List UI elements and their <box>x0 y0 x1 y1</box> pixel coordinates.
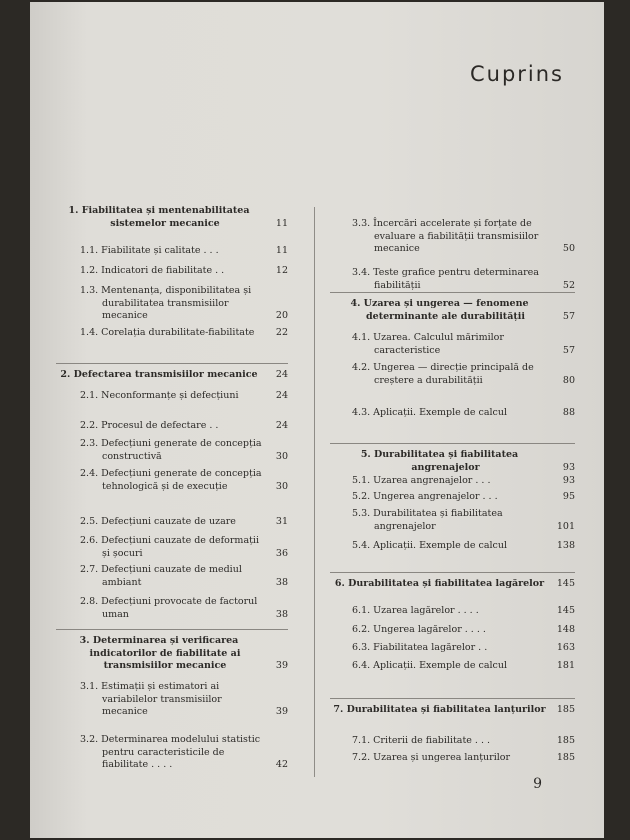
toc-section-entry <box>352 735 575 748</box>
toc-entry-text: 4. Uzarea și ungerea — fenomene determinante ale durabilității <box>350 298 529 322</box>
toc-entry-text: 4.3. Aplicații. Exemple de calcul <box>352 407 507 418</box>
toc-page-number: 38 <box>275 576 288 588</box>
toc-page-number: 181 <box>556 660 575 671</box>
toc-entry-text: 5.3. Durabilitatea și fiabilitatea angrenajelor <box>352 508 503 532</box>
column-divider <box>314 207 315 777</box>
toc-chapter-entry <box>330 298 575 323</box>
toc-page-number: 42 <box>275 759 288 770</box>
toc-page-number: 185 <box>556 752 575 763</box>
toc-page-number: 145 <box>556 578 575 589</box>
toc-page-number: 24 <box>275 420 288 431</box>
toc-entry-text: 6.2. Ungerea lagărelor . . . . <box>352 624 486 635</box>
book-page <box>30 2 604 838</box>
page-number: 9 <box>533 776 542 792</box>
toc-entry-text: 7. Durabilitatea și fiabilitatea lanțurilor <box>333 704 546 715</box>
section-separator <box>330 698 575 699</box>
toc-entry-text: 7.1. Criterii de fiabilitate . . . <box>352 735 491 746</box>
toc-page-number: 101 <box>556 520 575 532</box>
toc-entry-text: 4.1. Uzarea. Calculul mărimilor caracteristice <box>352 332 504 356</box>
toc-chapter-entry <box>56 635 288 673</box>
toc-entry-text: 2.3. Defecțiuni generate de concepția constructivă <box>80 438 262 462</box>
toc-section-entry <box>352 508 575 533</box>
toc-page-number: 52 <box>562 279 575 291</box>
toc-page-number: 30 <box>275 450 288 462</box>
toc-page-number: 88 <box>562 407 575 418</box>
toc-page-number: 39 <box>275 660 288 671</box>
toc-entry-text: 5. Durabilitatea și fiabilitatea angrenajelor <box>360 449 519 473</box>
toc-entry-text: 4.2. Ungerea — direcție principală de creștere a durabilității <box>352 362 534 386</box>
toc-page-number: 36 <box>275 547 288 559</box>
page-title: Cuprins <box>469 62 564 86</box>
toc-entry-text: 5.2. Ungerea angrenajelor . . . <box>352 491 498 502</box>
toc-entry-text: 2.7. Defecțiuni cauzate de mediul ambiant <box>80 564 242 588</box>
toc-page-number: 50 <box>562 243 575 254</box>
toc-page-number: 24 <box>275 390 288 401</box>
toc-section-entry <box>80 516 288 529</box>
toc-section-entry <box>80 438 288 463</box>
toc-section-entry <box>352 362 575 387</box>
toc-entry-text: 2.8. Defecțiuni provocate de factorul uman <box>80 596 258 620</box>
toc-section-entry <box>80 596 288 621</box>
toc-section-entry <box>352 752 575 765</box>
toc-entry-text: 1.3. Mentenanța, disponibilitatea și durabilitatea transmisiilor mecanice <box>80 285 252 321</box>
toc-entry-text: 3. Determinarea și verificarea indicatorilor de fiabilitate ai transmisiilor mecanice <box>79 635 241 671</box>
toc-page-number: 30 <box>275 480 288 492</box>
toc-section-entry <box>80 420 288 433</box>
toc-section-entry <box>80 245 288 258</box>
toc-page-number: 12 <box>275 265 288 276</box>
toc-entry-text: 3.3. Încercări accelerate și forțate de evaluare a fiabilității transmisiilor mecanice <box>352 218 539 254</box>
section-separator <box>330 443 575 444</box>
toc-entry-text: 6.3. Fiabilitatea lagărelor . . <box>352 642 488 653</box>
toc-section-entry <box>80 285 288 323</box>
toc-page-number: 22 <box>275 327 288 338</box>
toc-page-number: 39 <box>275 706 288 717</box>
toc-page-number: 20 <box>275 310 288 321</box>
toc-chapter-entry <box>56 205 288 230</box>
toc-section-entry <box>80 681 288 719</box>
toc-entry-text: 5.1. Uzarea angrenajelor . . . <box>352 475 491 486</box>
toc-entry-text: 5.4. Aplicații. Exemple de calcul <box>352 540 507 551</box>
section-separator <box>56 363 288 364</box>
toc-page-number: 80 <box>562 374 575 386</box>
toc-page-number: 11 <box>275 217 288 229</box>
toc-section-entry <box>352 475 575 488</box>
toc-chapter-entry <box>330 449 575 474</box>
toc-section-entry <box>352 491 575 504</box>
toc-section-entry <box>352 540 575 553</box>
toc-section-entry <box>80 468 288 493</box>
toc-page-number: 145 <box>556 605 575 616</box>
toc-page-number: 138 <box>556 540 575 551</box>
toc-page-number: 38 <box>275 608 288 620</box>
toc-section-entry <box>80 535 288 560</box>
toc-page-number: 24 <box>275 369 288 380</box>
toc-entry-text: 7.2. Uzarea și ungerea lanțurilor <box>352 752 511 763</box>
toc-page-number: 11 <box>275 245 288 256</box>
toc-section-entry <box>80 734 288 772</box>
toc-page-number: 185 <box>556 704 575 715</box>
toc-page-number: 93 <box>562 461 575 473</box>
toc-section-entry <box>352 267 575 292</box>
toc-section-entry <box>352 218 575 256</box>
toc-entry-text: 6.4. Aplicații. Exemple de calcul <box>352 660 507 671</box>
toc-section-entry <box>352 642 575 655</box>
toc-entry-text: 3.1. Estimații și estimatori ai variabilelor transmisiilor mecanice <box>80 681 222 717</box>
toc-page-number: 57 <box>562 344 575 356</box>
toc-entry-text: 2.4. Defecțiuni generate de concepția tehnologică și de execuție <box>80 468 262 492</box>
toc-section-entry <box>80 265 288 278</box>
toc-entry-text: 1. Fiabilitatea și mentenabilitatea sistemelor mecanice <box>68 205 250 229</box>
toc-entry-text: 2.5. Defecțiuni cauzate de uzare <box>80 516 236 527</box>
toc-page-number: 95 <box>562 491 575 502</box>
toc-page-number: 148 <box>556 624 575 635</box>
toc-page-number: 57 <box>562 310 575 322</box>
toc-entry-text: 2.1. Neconformanțe și defecțiuni <box>80 390 239 401</box>
toc-page-number: 93 <box>562 475 575 486</box>
section-separator <box>56 629 288 630</box>
section-separator <box>330 572 575 573</box>
toc-entry-text: 1.1. Fiabilitate și calitate . . . <box>80 245 219 256</box>
toc-entry-text: 2.2. Procesul de defectare . . <box>80 420 219 431</box>
toc-section-entry <box>352 624 575 637</box>
section-separator <box>330 292 575 293</box>
toc-entry-text: 1.2. Indicatori de fiabilitate . . <box>80 265 225 276</box>
toc-section-entry <box>352 332 575 357</box>
toc-section-entry <box>80 390 288 403</box>
toc-entry-text: 2.6. Defecțiuni cauzate de deformații și șocuri <box>80 535 259 559</box>
toc-entry-text: 2. Defectarea transmisiilor mecanice <box>60 369 258 380</box>
toc-entry-text: 3.4. Teste grafice pentru determinarea fiabilității <box>352 267 539 291</box>
toc-section-entry <box>352 605 575 618</box>
toc-chapter-entry <box>330 578 575 591</box>
toc-section-entry <box>352 660 575 673</box>
toc-chapter-entry <box>56 369 288 382</box>
toc-entry-text: 6.1. Uzarea lagărelor . . . . <box>352 605 479 616</box>
toc-page-number: 185 <box>556 735 575 746</box>
toc-entry-text: 1.4. Corelația durabilitate-fiabilitate <box>80 327 255 338</box>
toc-section-entry <box>80 327 288 340</box>
toc-page-number: 31 <box>275 516 288 527</box>
toc-section-entry <box>352 407 575 420</box>
toc-entry-text: 3.2. Determinarea modelului statistic pentru caracteristicile de fiabilitate . . . . <box>80 734 261 770</box>
toc-entry-text: 6. Durabilitatea și fiabilitatea lagărelor <box>334 578 545 589</box>
toc-chapter-entry <box>330 704 575 717</box>
toc-section-entry <box>80 564 288 589</box>
toc-page-number: 163 <box>556 642 575 653</box>
